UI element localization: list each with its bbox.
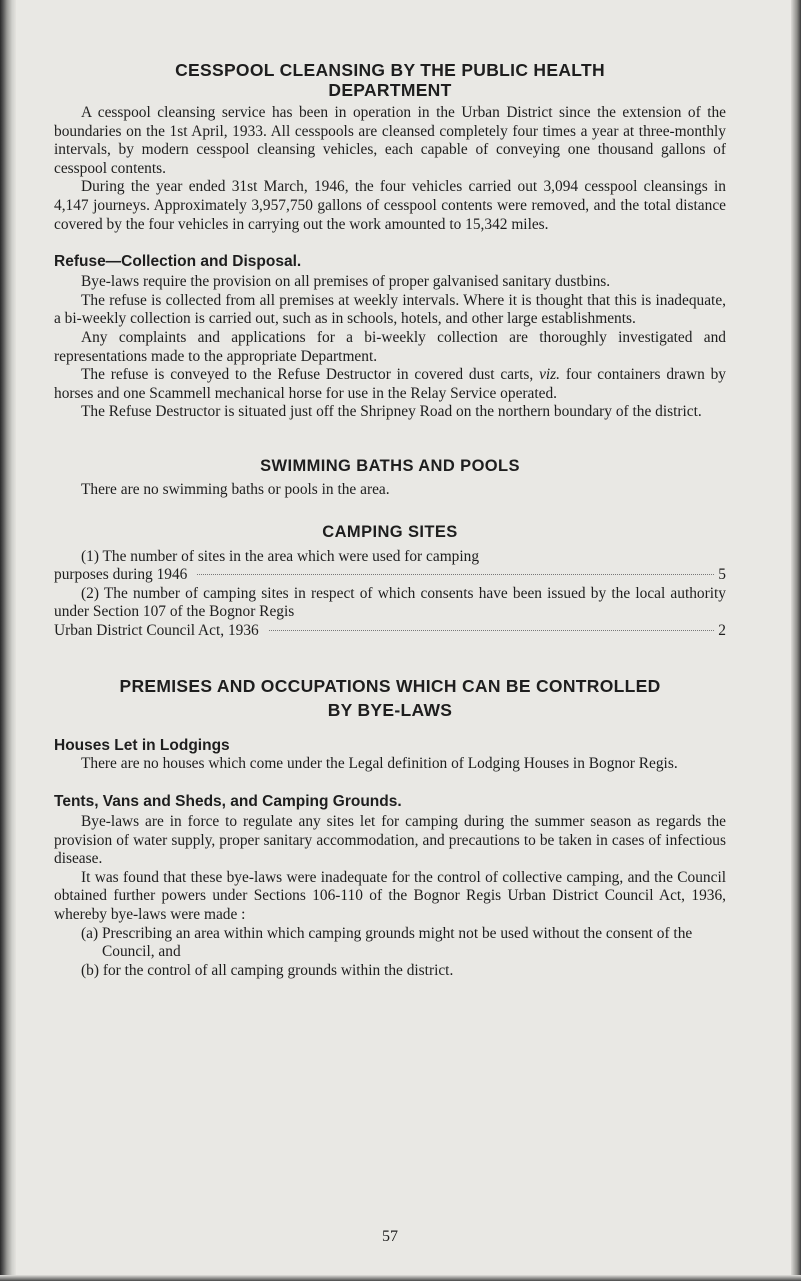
sub-item-b-label: (b): [81, 961, 99, 979]
camping-item-2: [54, 585, 726, 641]
camping-item-2-text: (2) The number of camping sites in respect of which consents have been issued by the local authority under Section 107 of the Bognor Regis: [54, 584, 726, 621]
camping-item-2-value: 2: [718, 621, 726, 639]
tents-heading: Tents, Vans and Sheds, and Camping Grounds.: [54, 793, 402, 811]
refuse-paragraph-2: The refuse is collected from all premises at weekly intervals. Where it is thought that this is inadequate, a bi-weekly collection is carried out, such as in schools, hotels, and other large establishments.: [54, 291, 726, 328]
sub-item-a-label: (a): [81, 924, 99, 942]
page-edge-shadow-left: [0, 0, 16, 1281]
refuse-paragraph-3: Any complaints and applications for a bi-weekly collection are thoroughly investigated and representations made to the appropriate Department.: [54, 328, 726, 365]
camping-item-1-text: (1) The number of sites in the area which were used for camping: [81, 547, 480, 565]
sub-item-b-text: for the control of all camping grounds within the district.: [102, 961, 454, 979]
premises-title-line2: BY BYE-LAWS: [327, 700, 453, 721]
page-edge-shadow-right: [791, 0, 801, 1281]
refuse-paragraph-4-start: The refuse is conveyed to the Refuse Destructor in covered dust carts,: [81, 366, 534, 384]
houses-text: There are no houses which come under the Legal definition of Lodging Houses in Bognor Regis.: [81, 755, 678, 773]
camping-item-1-value: 5: [718, 566, 726, 584]
camping-section-title: CAMPING SITES: [322, 522, 458, 541]
cesspool-title-line1: CESSPOOL CLEANSING BY THE PUBLIC HEALTH: [175, 60, 605, 80]
sub-item-a: [54, 925, 726, 962]
document-page: [54, 60, 726, 1245]
cesspool-title-line2: DEPARTMENT: [328, 80, 452, 100]
premises-title-line1: PREMISES AND OCCUPATIONS WHICH CAN BE CONTROLLED: [119, 676, 661, 697]
cesspool-paragraph-2: During the year ended 31st March, 1946, the four vehicles carried out 3,094 cesspool cleansings in 4,147 journeys. Approximately 3,957,750 gallons of cesspool contents were removed, and the total distance covered by the four vehicles in carrying out the work amounted to 15,342 miles.: [54, 178, 726, 233]
swimming-text: There are no swimming baths or pools in the area.: [81, 480, 390, 498]
page-number: 57: [382, 1228, 398, 1245]
camping-item-1: [54, 548, 726, 585]
cesspool-section-title: [54, 60, 726, 100]
sub-item-a-text: Prescribing an area within which camping grounds might not be used without the consent of the Council, and: [101, 924, 693, 961]
camping-item-2-leader: [54, 622, 726, 641]
refuse-paragraph-1: Bye-laws require the provision on all premises of proper galvanised sanitary dustbins.: [81, 273, 611, 291]
refuse-heading: Refuse—Collection and Disposal.: [54, 253, 302, 271]
refuse-paragraph-5: The Refuse Destructor is situated just off the Shripney Road on the northern boundary of the district.: [81, 403, 702, 421]
swimming-section-title: SWIMMING BATHS AND POOLS: [260, 456, 520, 475]
page-edge-shadow-bottom: [0, 1275, 801, 1281]
premises-section-title: [54, 676, 726, 720]
refuse-paragraph-4-end: four containers drawn by horses and one Scammell mechanical horse for use in the Relay Service operated.: [54, 366, 726, 402]
tents-paragraph-1: Bye-laws are in force to regulate any sites let for camping during the summer season as regards the provision of water supply, proper sanitary accommodation, and precautions to be taken in cases of infectious disease.: [54, 813, 726, 868]
refuse-paragraph-4: [54, 366, 726, 403]
dot-leader: [197, 574, 714, 575]
viz-abbreviation: viz.: [539, 366, 561, 384]
camping-item-2-tail: Urban District Council Act, 1936: [54, 621, 259, 639]
houses-heading: Houses Let in Lodgings: [54, 737, 230, 755]
cesspool-paragraph-1: A cesspool cleansing service has been in operation in the Urban District since the extension of the boundaries on the 1st April, 1933. All cesspools are cleansed completely four times a year at three-monthly intervals, by modern cesspool cleansing vehicles, each capable of conveying one thousand gallons of cesspool contents.: [54, 104, 726, 177]
camping-item-1-leader: [54, 566, 726, 585]
sub-item-b: [54, 962, 726, 981]
camping-item-1-tail: purposes during 1946: [54, 566, 188, 584]
tents-paragraph-2: It was found that these bye-laws were inadequate for the control of collective camping, and the Council obtained further powers under Sections 106-110 of the Bognor Regis Urban District Council Act, 1936, whereby bye-laws were made :: [54, 868, 726, 924]
dot-leader: [269, 630, 715, 631]
